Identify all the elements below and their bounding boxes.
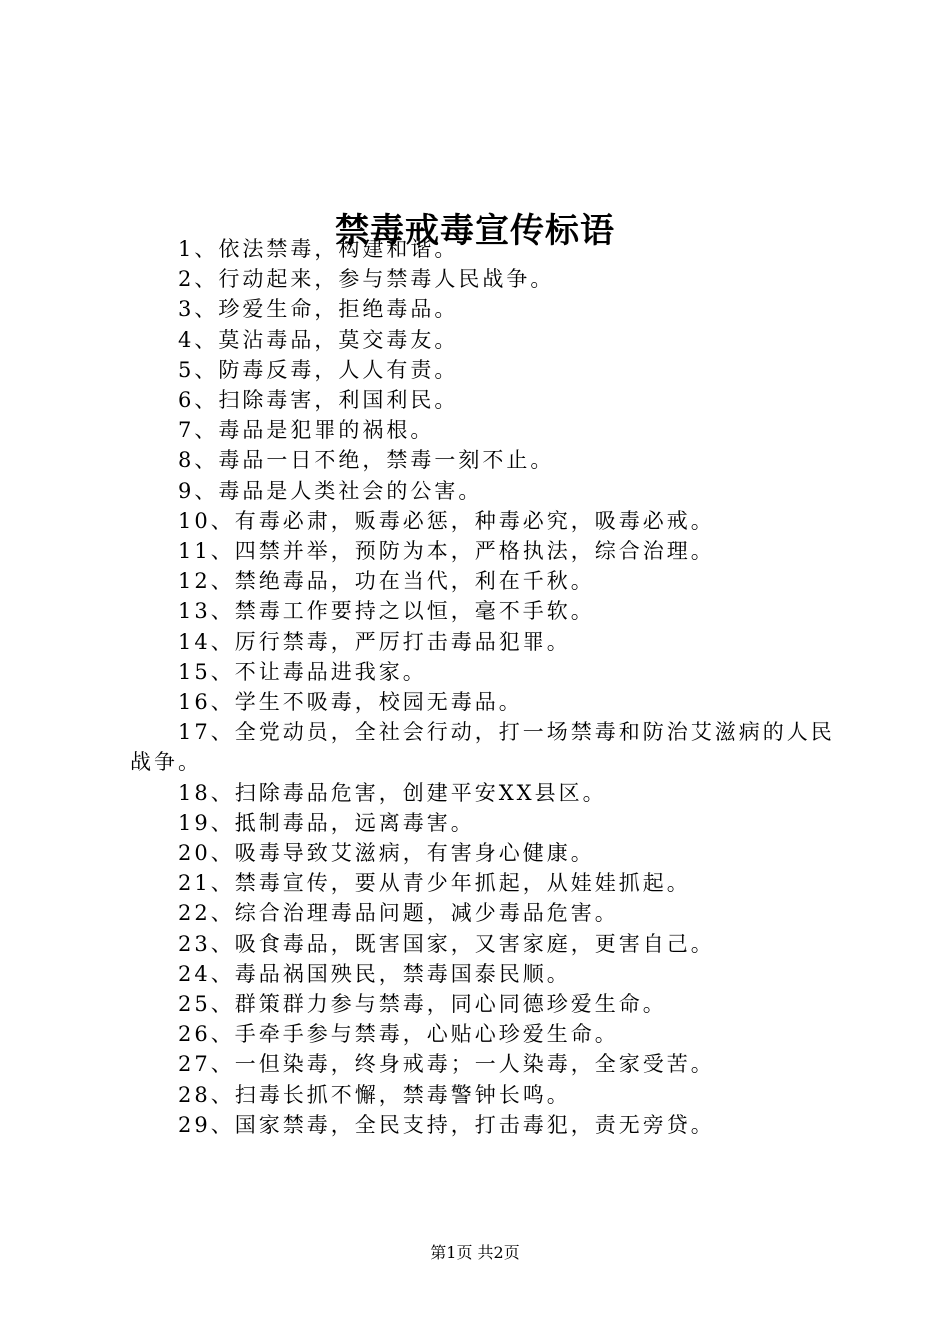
page-footer: 第1页 共2页 <box>430 1243 520 1262</box>
slogan-item: 9、毒品是人类社会的公害。 <box>178 478 483 503</box>
slogan-item: 19、抵制毒品，远离毒害。 <box>178 810 475 835</box>
slogan-item: 2、行动起来，参与禁毒人民战争。 <box>178 267 555 292</box>
slogan-item: 13、禁毒工作要持之以恒，毫不手软。 <box>178 599 595 624</box>
slogan-item: 5、防毒反毒，人人有责。 <box>178 357 459 382</box>
slogan-item: 6、扫除毒害，利国利民。 <box>178 388 459 413</box>
slogan-item: 28、扫毒长抓不懈，禁毒警钟长鸣。 <box>178 1082 571 1107</box>
slogan-item: 15、不让毒品进我家。 <box>178 659 427 684</box>
slogan-item: 11、四禁并举，预防为本，严格执法，综合治理。 <box>178 539 715 564</box>
slogan-item: 25、群策群力参与禁毒，同心同德珍爱生命。 <box>178 992 667 1017</box>
slogan-item: 3、珍爱生命，拒绝毒品。 <box>178 297 459 322</box>
page-title: 禁毒戒毒宣传标语 <box>335 210 615 251</box>
slogan-item: 21、禁毒宣传，要从青少年抓起，从娃娃抓起。 <box>178 871 691 896</box>
slogan-item: 12、禁绝毒品，功在当代，利在千秋。 <box>178 569 595 594</box>
slogan-item: 23、吸食毒品，既害国家，又害家庭，更害自己。 <box>178 931 715 956</box>
slogan-item: 16、学生不吸毒，校园无毒品。 <box>178 690 523 715</box>
slogan-item: 27、一但染毒，终身戒毒；一人染毒，全家受苦。 <box>178 1052 715 1077</box>
slogan-item: 20、吸毒导致艾滋病，有害身心健康。 <box>178 841 595 866</box>
slogan-item: 1、依法禁毒，构建和谐。 <box>178 237 459 261</box>
slogan-item: 29、国家禁毒，全民支持，打击毒犯，责无旁贷。 <box>178 1112 715 1137</box>
slogan-item: 10、有毒必肃，贩毒必惩，种毒必究，吸毒必戒。 <box>178 508 715 533</box>
slogan-item: 24、毒品祸国殃民，禁毒国泰民顺。 <box>178 961 571 986</box>
slogan-list <box>130 234 840 1140</box>
slogan-item: 4、莫沾毒品，莫交毒友。 <box>178 327 459 352</box>
slogan-item: 8、毒品一日不绝，禁毒一刻不止。 <box>178 448 555 473</box>
slogan-item: 7、毒品是犯罪的祸根。 <box>178 418 435 443</box>
slogan-item: 26、手牵手参与禁毒，心贴心珍爱生命。 <box>178 1022 619 1047</box>
slogan-item: 22、综合治理毒品问题，减少毒品危害。 <box>178 901 619 926</box>
slogan-item: 17、全党动员，全社会行动，打一场禁毒和防治艾滋病的人民战争。 <box>130 720 835 775</box>
slogan-item: 18、扫除毒品危害，创建平安XX县区。 <box>178 780 607 805</box>
slogan-item: 14、厉行禁毒，严厉打击毒品犯罪。 <box>178 629 571 654</box>
